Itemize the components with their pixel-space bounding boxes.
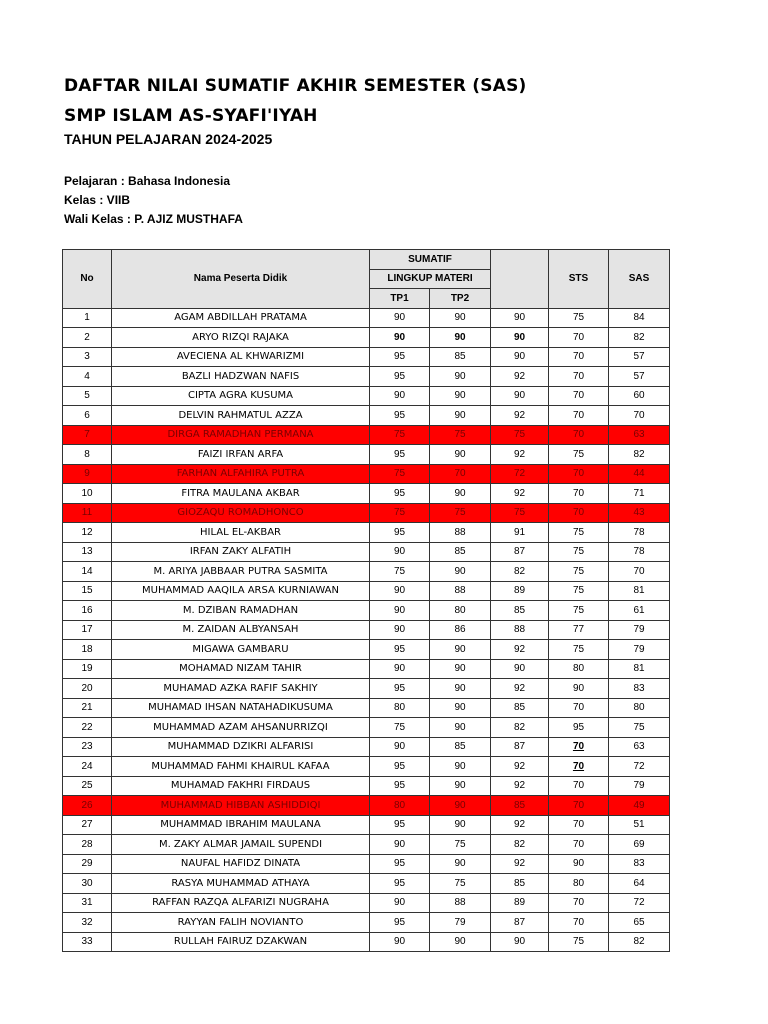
cell-no: 8 <box>63 445 112 465</box>
cell-sas: 78 <box>609 523 670 543</box>
cell-sts: 75 <box>549 581 609 601</box>
cell-name: IRFAN ZAKY ALFATIH <box>112 542 370 562</box>
cell-sts: 70 <box>549 913 609 933</box>
cell-tp1: 95 <box>370 347 430 367</box>
cell-name: M. ZAKY ALMAR JAMAIL SUPENDI <box>112 835 370 855</box>
cell-sts: 70 <box>549 406 609 426</box>
cell-avg: 87 <box>491 913 549 933</box>
cell-tp2: 75 <box>430 503 491 523</box>
cell-sts: 70 <box>549 347 609 367</box>
cell-tp2: 88 <box>430 893 491 913</box>
cell-tp1: 90 <box>370 620 430 640</box>
cell-name: DELVIN RAHMATUL AZZA <box>112 406 370 426</box>
cell-sas: 81 <box>609 581 670 601</box>
cell-no: 15 <box>63 581 112 601</box>
cell-name: MUHAMMAD AAQILA ARSA KURNIAWAN <box>112 581 370 601</box>
cell-tp1: 90 <box>370 835 430 855</box>
cell-avg: 75 <box>491 503 549 523</box>
cell-sas: 44 <box>609 464 670 484</box>
table-row <box>63 308 670 328</box>
cell-name: MIGAWA GAMBARU <box>112 640 370 660</box>
table-row <box>63 835 670 855</box>
cell-tp2: 90 <box>430 854 491 874</box>
cell-avg: 88 <box>491 620 549 640</box>
cell-avg: 90 <box>491 386 549 406</box>
cell-name: MUHAMAD FAKHRI FIRDAUS <box>112 776 370 796</box>
cell-avg: 87 <box>491 542 549 562</box>
cell-tp1: 80 <box>370 796 430 816</box>
cell-tp2: 85 <box>430 347 491 367</box>
academic-year: TAHUN PELAJARAN 2024-2025 <box>64 131 273 147</box>
cell-sas: 61 <box>609 601 670 621</box>
cell-sas: 70 <box>609 406 670 426</box>
cell-sas: 57 <box>609 367 670 387</box>
cell-sts: 70 <box>549 464 609 484</box>
cell-tp2: 90 <box>430 406 491 426</box>
column-header-sts: STS <box>549 250 609 309</box>
cell-sts: 70 <box>549 425 609 445</box>
cell-tp1: 90 <box>370 386 430 406</box>
table-row <box>63 932 670 952</box>
cell-sas: 72 <box>609 757 670 777</box>
class-label: Kelas : VIIB <box>64 193 131 207</box>
cell-sts: 80 <box>549 659 609 679</box>
table-row <box>63 406 670 426</box>
cell-sts: 70 <box>549 835 609 855</box>
cell-sts: 70 <box>549 698 609 718</box>
table-row <box>63 581 670 601</box>
cell-tp1: 90 <box>370 542 430 562</box>
table-row <box>63 796 670 816</box>
cell-tp1: 90 <box>370 328 430 348</box>
cell-tp1: 95 <box>370 913 430 933</box>
cell-tp1: 75 <box>370 425 430 445</box>
cell-avg: 85 <box>491 796 549 816</box>
cell-sas: 84 <box>609 308 670 328</box>
cell-no: 5 <box>63 386 112 406</box>
cell-no: 6 <box>63 406 112 426</box>
cell-sas: 64 <box>609 874 670 894</box>
table-row <box>63 386 670 406</box>
cell-tp2: 88 <box>430 523 491 543</box>
cell-avg: 85 <box>491 601 549 621</box>
cell-avg: 92 <box>491 815 549 835</box>
cell-avg: 90 <box>491 932 549 952</box>
cell-tp1: 95 <box>370 484 430 504</box>
cell-sts: 70 <box>549 503 609 523</box>
cell-sas: 79 <box>609 620 670 640</box>
cell-tp2: 90 <box>430 562 491 582</box>
cell-sas: 82 <box>609 932 670 952</box>
cell-avg: 90 <box>491 328 549 348</box>
cell-tp2: 79 <box>430 913 491 933</box>
cell-avg: 92 <box>491 757 549 777</box>
cell-no: 12 <box>63 523 112 543</box>
cell-sts: 90 <box>549 854 609 874</box>
cell-avg: 92 <box>491 776 549 796</box>
cell-tp1: 90 <box>370 581 430 601</box>
column-header-sumatif: SUMATIF <box>370 250 491 270</box>
cell-sas: 83 <box>609 679 670 699</box>
cell-tp2: 90 <box>430 776 491 796</box>
cell-sas: 72 <box>609 893 670 913</box>
cell-name: CIPTA AGRA KUSUMA <box>112 386 370 406</box>
cell-sas: 82 <box>609 328 670 348</box>
cell-tp2: 80 <box>430 601 491 621</box>
cell-name: FAIZI IRFAN ARFA <box>112 445 370 465</box>
cell-tp1: 80 <box>370 698 430 718</box>
cell-avg: 92 <box>491 854 549 874</box>
column-header-tp1: TP1 <box>370 289 430 309</box>
cell-sas: 63 <box>609 425 670 445</box>
cell-no: 24 <box>63 757 112 777</box>
cell-sas: 71 <box>609 484 670 504</box>
cell-tp2: 75 <box>430 835 491 855</box>
table-row <box>63 503 670 523</box>
cell-name: BAZLI HADZWAN NAFIS <box>112 367 370 387</box>
cell-avg: 90 <box>491 659 549 679</box>
cell-no: 7 <box>63 425 112 445</box>
cell-sts: 70 <box>549 484 609 504</box>
cell-sas: 43 <box>609 503 670 523</box>
cell-tp2: 90 <box>430 386 491 406</box>
table-row <box>63 367 670 387</box>
cell-sts: 75 <box>549 308 609 328</box>
table-row <box>63 815 670 835</box>
cell-name: M. DZIBAN RAMADHAN <box>112 601 370 621</box>
cell-avg: 87 <box>491 737 549 757</box>
cell-tp1: 95 <box>370 679 430 699</box>
table-row <box>63 640 670 660</box>
cell-avg: 82 <box>491 835 549 855</box>
cell-avg: 89 <box>491 581 549 601</box>
cell-no: 9 <box>63 464 112 484</box>
column-header-sas: SAS <box>609 250 670 309</box>
cell-tp1: 75 <box>370 718 430 738</box>
cell-tp2: 90 <box>430 640 491 660</box>
cell-sts: 70 <box>549 328 609 348</box>
column-header-lingkup-materi: LINGKUP MATERI <box>370 269 491 289</box>
cell-tp1: 95 <box>370 523 430 543</box>
cell-name: MUHAMMAD HIBBAN ASHIDDIQI <box>112 796 370 816</box>
cell-avg: 91 <box>491 523 549 543</box>
cell-no: 21 <box>63 698 112 718</box>
cell-avg: 85 <box>491 874 549 894</box>
cell-sts: 75 <box>549 932 609 952</box>
cell-sts: 70 <box>549 737 609 757</box>
cell-sts: 70 <box>549 815 609 835</box>
school-name: SMP ISLAM AS-SYAFI'IYAH <box>64 106 318 126</box>
cell-tp2: 90 <box>430 484 491 504</box>
cell-tp1: 90 <box>370 737 430 757</box>
grades-table <box>62 249 670 952</box>
cell-no: 20 <box>63 679 112 699</box>
cell-sts: 95 <box>549 718 609 738</box>
cell-sts: 75 <box>549 601 609 621</box>
column-header-blank <box>491 250 549 309</box>
cell-sas: 51 <box>609 815 670 835</box>
cell-no: 13 <box>63 542 112 562</box>
cell-sas: 83 <box>609 854 670 874</box>
cell-tp1: 95 <box>370 815 430 835</box>
table-row <box>63 562 670 582</box>
table-row <box>63 718 670 738</box>
cell-tp1: 95 <box>370 640 430 660</box>
cell-name: FARHAN ALFAHIRA PUTRA <box>112 464 370 484</box>
cell-no: 19 <box>63 659 112 679</box>
cell-name: RASYA MUHAMMAD ATHAYA <box>112 874 370 894</box>
cell-tp2: 90 <box>430 308 491 328</box>
table-row <box>63 464 670 484</box>
document-title: DAFTAR NILAI SUMATIF AKHIR SEMESTER (SAS) <box>64 76 527 96</box>
cell-sts: 70 <box>549 367 609 387</box>
table-row <box>63 757 670 777</box>
cell-name: GIOZAQU ROMADHONCO <box>112 503 370 523</box>
cell-avg: 75 <box>491 425 549 445</box>
cell-tp1: 90 <box>370 893 430 913</box>
cell-no: 29 <box>63 854 112 874</box>
cell-sas: 79 <box>609 640 670 660</box>
cell-no: 4 <box>63 367 112 387</box>
table-row <box>63 620 670 640</box>
cell-avg: 90 <box>491 308 549 328</box>
cell-no: 14 <box>63 562 112 582</box>
cell-sas: 79 <box>609 776 670 796</box>
cell-sas: 80 <box>609 698 670 718</box>
cell-tp1: 75 <box>370 503 430 523</box>
cell-tp2: 90 <box>430 796 491 816</box>
cell-sts: 77 <box>549 620 609 640</box>
cell-no: 26 <box>63 796 112 816</box>
table-body <box>63 308 670 952</box>
table-row <box>63 484 670 504</box>
table-row <box>63 601 670 621</box>
cell-no: 2 <box>63 328 112 348</box>
cell-sts: 80 <box>549 874 609 894</box>
column-header-no: No <box>63 250 112 309</box>
cell-sts: 70 <box>549 796 609 816</box>
cell-tp1: 75 <box>370 464 430 484</box>
cell-tp2: 90 <box>430 815 491 835</box>
cell-name: AVECIENA AL KHWARIZMI <box>112 347 370 367</box>
cell-sts: 75 <box>549 445 609 465</box>
cell-tp2: 86 <box>430 620 491 640</box>
cell-sas: 49 <box>609 796 670 816</box>
cell-no: 1 <box>63 308 112 328</box>
table-row <box>63 542 670 562</box>
table-row <box>63 874 670 894</box>
cell-sts: 75 <box>549 523 609 543</box>
cell-avg: 82 <box>491 718 549 738</box>
cell-name: MUHAMMAD DZIKRI ALFARISI <box>112 737 370 757</box>
cell-tp1: 95 <box>370 776 430 796</box>
cell-sas: 60 <box>609 386 670 406</box>
table-row <box>63 737 670 757</box>
cell-sts: 70 <box>549 893 609 913</box>
cell-name: RULLAH FAIRUZ DZAKWAN <box>112 932 370 952</box>
cell-avg: 92 <box>491 445 549 465</box>
cell-tp2: 90 <box>430 659 491 679</box>
table-row <box>63 893 670 913</box>
cell-tp2: 90 <box>430 932 491 952</box>
table-row <box>63 854 670 874</box>
cell-sas: 78 <box>609 542 670 562</box>
cell-name: ARYO RIZQI RAJAKA <box>112 328 370 348</box>
cell-name: M. ZAIDAN ALBYANSAH <box>112 620 370 640</box>
table-row <box>63 425 670 445</box>
cell-tp1: 90 <box>370 308 430 328</box>
cell-sas: 69 <box>609 835 670 855</box>
cell-tp1: 90 <box>370 932 430 952</box>
cell-tp2: 90 <box>430 679 491 699</box>
cell-sas: 65 <box>609 913 670 933</box>
cell-sas: 75 <box>609 718 670 738</box>
cell-name: MUHAMMAD IBRAHIM MAULANA <box>112 815 370 835</box>
cell-sts: 75 <box>549 640 609 660</box>
cell-sas: 70 <box>609 562 670 582</box>
cell-tp2: 88 <box>430 581 491 601</box>
cell-name: M. ARIYA JABBAAR PUTRA SASMITA <box>112 562 370 582</box>
cell-avg: 92 <box>491 367 549 387</box>
subject-label: Pelajaran : Bahasa Indonesia <box>64 174 231 188</box>
table-row <box>63 328 670 348</box>
cell-tp1: 95 <box>370 445 430 465</box>
cell-avg: 92 <box>491 406 549 426</box>
cell-tp2: 90 <box>430 698 491 718</box>
cell-name: MOHAMAD NIZAM TAHIR <box>112 659 370 679</box>
cell-sas: 63 <box>609 737 670 757</box>
cell-tp2: 90 <box>430 445 491 465</box>
cell-name: MUHAMAD AZKA RAFIF SAKHIY <box>112 679 370 699</box>
column-header-name: Nama Peserta Didik <box>112 250 370 309</box>
cell-sts: 75 <box>549 562 609 582</box>
cell-no: 25 <box>63 776 112 796</box>
cell-avg: 89 <box>491 893 549 913</box>
cell-no: 3 <box>63 347 112 367</box>
cell-no: 10 <box>63 484 112 504</box>
cell-tp1: 95 <box>370 406 430 426</box>
cell-no: 31 <box>63 893 112 913</box>
cell-sts: 70 <box>549 776 609 796</box>
table-row <box>63 445 670 465</box>
cell-name: DIRGA RAMADHAN PERMANA <box>112 425 370 445</box>
table-row <box>63 913 670 933</box>
cell-no: 23 <box>63 737 112 757</box>
cell-tp2: 85 <box>430 542 491 562</box>
cell-avg: 85 <box>491 698 549 718</box>
cell-no: 27 <box>63 815 112 835</box>
cell-tp1: 90 <box>370 659 430 679</box>
cell-name: NAUFAL HAFIDZ DINATA <box>112 854 370 874</box>
cell-tp1: 90 <box>370 601 430 621</box>
cell-sas: 57 <box>609 347 670 367</box>
cell-avg: 72 <box>491 464 549 484</box>
cell-no: 18 <box>63 640 112 660</box>
cell-avg: 92 <box>491 484 549 504</box>
cell-sas: 82 <box>609 445 670 465</box>
table-row <box>63 776 670 796</box>
cell-name: RAYYAN FALIH NOVIANTO <box>112 913 370 933</box>
cell-avg: 92 <box>491 679 549 699</box>
cell-tp1: 95 <box>370 757 430 777</box>
homeroom-teacher-label: Wali Kelas : P. AJIZ MUSTHAFA <box>64 212 243 226</box>
cell-name: MUHAMMAD AZAM AHSANURRIZQI <box>112 718 370 738</box>
cell-tp1: 95 <box>370 874 430 894</box>
table-row <box>63 698 670 718</box>
column-header-tp2: TP2 <box>430 289 491 309</box>
cell-name: MUHAMMAD FAHMI KHAIRUL KAFAA <box>112 757 370 777</box>
table-row <box>63 659 670 679</box>
cell-tp1: 95 <box>370 854 430 874</box>
cell-sas: 81 <box>609 659 670 679</box>
cell-tp2: 75 <box>430 425 491 445</box>
cell-tp1: 75 <box>370 562 430 582</box>
cell-tp2: 90 <box>430 328 491 348</box>
cell-tp2: 90 <box>430 718 491 738</box>
table-row <box>63 523 670 543</box>
cell-no: 11 <box>63 503 112 523</box>
cell-no: 30 <box>63 874 112 894</box>
cell-no: 17 <box>63 620 112 640</box>
table-row <box>63 679 670 699</box>
cell-avg: 82 <box>491 562 549 582</box>
cell-name: RAFFAN RAZQA ALFARIZI NUGRAHA <box>112 893 370 913</box>
cell-sts: 70 <box>549 386 609 406</box>
cell-no: 33 <box>63 932 112 952</box>
cell-tp2: 70 <box>430 464 491 484</box>
cell-no: 28 <box>63 835 112 855</box>
cell-tp2: 90 <box>430 367 491 387</box>
cell-no: 16 <box>63 601 112 621</box>
cell-tp1: 95 <box>370 367 430 387</box>
cell-name: HILAL EL-AKBAR <box>112 523 370 543</box>
cell-no: 32 <box>63 913 112 933</box>
cell-tp2: 75 <box>430 874 491 894</box>
cell-sts: 90 <box>549 679 609 699</box>
cell-sts: 70 <box>549 757 609 777</box>
cell-name: FITRA MAULANA AKBAR <box>112 484 370 504</box>
cell-no: 22 <box>63 718 112 738</box>
cell-avg: 90 <box>491 347 549 367</box>
cell-avg: 92 <box>491 640 549 660</box>
cell-name: MUHAMAD IHSAN NATAHADIKUSUMA <box>112 698 370 718</box>
cell-name: AGAM ABDILLAH PRATAMA <box>112 308 370 328</box>
cell-sts: 75 <box>549 542 609 562</box>
cell-tp2: 90 <box>430 757 491 777</box>
cell-tp2: 85 <box>430 737 491 757</box>
table-row <box>63 347 670 367</box>
